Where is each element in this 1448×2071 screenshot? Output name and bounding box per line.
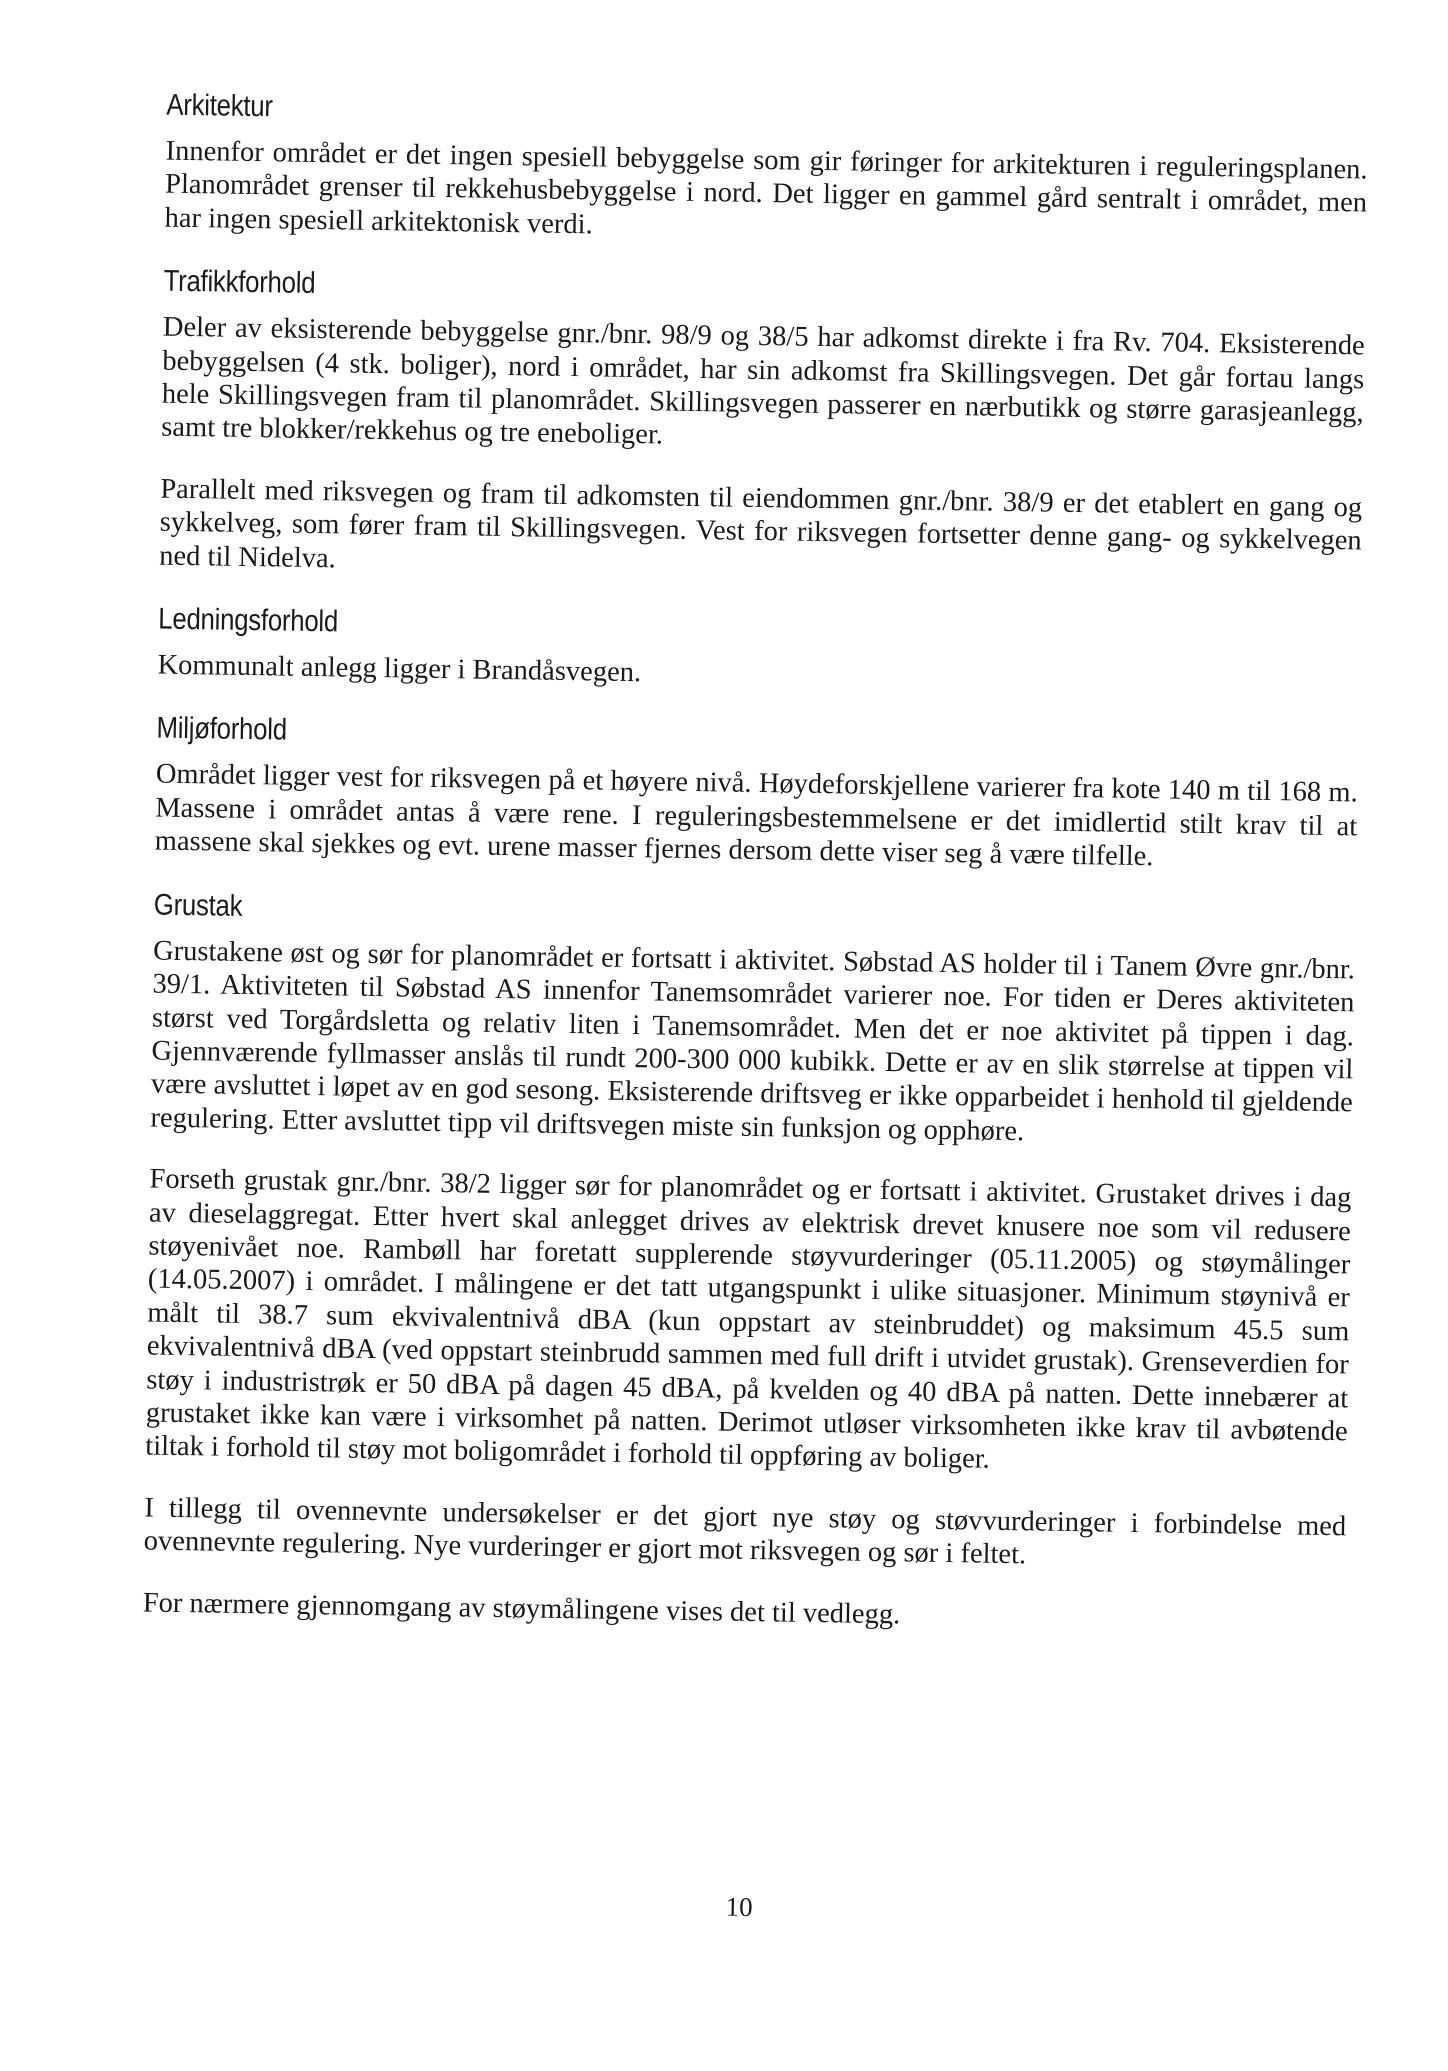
paragraph-trafikkforhold-1: Deler av eksisterende bebyggelse gnr./bnr. 98/9 og 38/5 har adkomst direkte i fra Rv. 704. Eksisterende bebyggelsen (4 stk. boliger), nord i området, har sin adkomst fra Skillingsvegen. Det går fortau langs hele Skillingsvegen fram til planområdet. Skillingsvegen passerer en nærbutikk og større garasjeanlegg, samt tre blokker/rekkehus og tre eneboliger.: [161, 311, 1365, 451]
section-heading-ledningsforhold: Ledningsforhold: [158, 602, 339, 639]
section-heading-arkitektur: Arkitektur: [166, 88, 274, 124]
paragraph-miljoforhold: Området ligger vest for riksvegen på et høyere nivå. Høydeforskjellene varierer fra kote 140 m til 168 m. Massene i området antas å være rene. I reguleringsbestemmelsene er det imidlertid stilt krav til at massene skal sjekkes og evt. urene masser fjernes dersom dette viser seg å være tilfelle.: [154, 759, 1358, 873]
paragraph-grustak-1: Grustakene øst og sør for planområdet er fortsatt i aktivitet. Søbstad AS holder til i Tanem Øvre gnr./bnr. 39/1. Aktiviteten til Søbstad AS innenfor Tanemsområdet varierer noe. For tiden er Deres aktiviteten størst ved Torgårdsletta og relativ liten i Tanemsområdet. Men det er noe aktivitet på tippen i dag. Gjennværende fyllmasser anslås til rundt 200-300 000 kubikk. Dette er av en slik størrelse at tippen vil være avsluttet i løpet av en god sesong. Eksisterende driftsveg er ikke opparbeidet i henhold til gjeldende regulering. Etter avsluttet tipp vil driftsvegen miste sin funksjon og opphøre.: [150, 935, 1356, 1147]
section-heading-trafikkforhold: Trafikkforhold: [163, 264, 316, 301]
paragraph-grustak-2: Forseth grustak gnr./bnr. 38/2 ligger sør for planområdet og er fortsatt i aktivitet. Grustaket drives i dag av dieselaggregat. Etter hvert skal anlegget drives av elektrisk drevet knusere noe som vil redusere støyenivået noe. Rambøll har foretatt supplerende støyvurderinger (05.11.2005) og støymålinger (14.05.2007) i området. I målingene er det tatt utgangspunkt i ulike situasjoner. Minimum støynivå er målt til 38.7 sum ekvivalentnivå dBA (kun oppstart av steinbruddet) og maksimum 45.5 sum ekvivalentnivå dBA (ved oppstart steinbrudd sammen med full drift i utvidet grustak). Grenseverdien for støy i industristrøk er 50 dBA på dagen 45 dBA, på kvelden og 40 dBA på natten. Dette innebærer at grustaket ikke kan være i virksomhet på natten. Derimot utløser virksomheten ikke krav til avbøtende tiltak i forhold til støy mot boligområdet i forhold til oppføring av boliger.: [145, 1163, 1352, 1476]
paragraph-grustak-3: I tillegg til ovennevnte undersøkelser er det gjort nye støy og støvvurderinger i forbindelse med ovennevnte regulering. Nye vurderinger er gjort mot riksvegen og sør i feltet.: [143, 1492, 1347, 1571]
paragraph-grustak-4: For nærmere gjennomgang av støymålingene vises det til vedlegg.: [142, 1587, 901, 1630]
section-heading-grustak: Grustak: [153, 888, 243, 923]
paragraph-arkitektur: Innenfor området er det ingen spesiell bebyggelse som gir føringer for arkitekturen i reguleringsplanen. Planområdet grenser til rekkehusbebyggelse i nord. Det ligger en gammel gård sentralt i området, men har ingen spesiell arkitektonisk verdi.: [164, 135, 1368, 241]
section-heading-miljoforhold: Miljøforhold: [156, 712, 288, 748]
paragraph-ledningsforhold: Kommunalt anlegg ligger i Brandåsvegen.: [157, 649, 642, 689]
page-number: 10: [725, 1891, 753, 1923]
paragraph-trafikkforhold-2: Parallelt med riksvegen og fram til adkomsten til eiendommen gnr./bnr. 38/9 er det etablert en gang og sykkelveg, som fører fram til Skillingsvegen. Vest for riksvegen fortsetter denne gang- og sykkelvegen ned til Nidelva.: [159, 473, 1363, 574]
